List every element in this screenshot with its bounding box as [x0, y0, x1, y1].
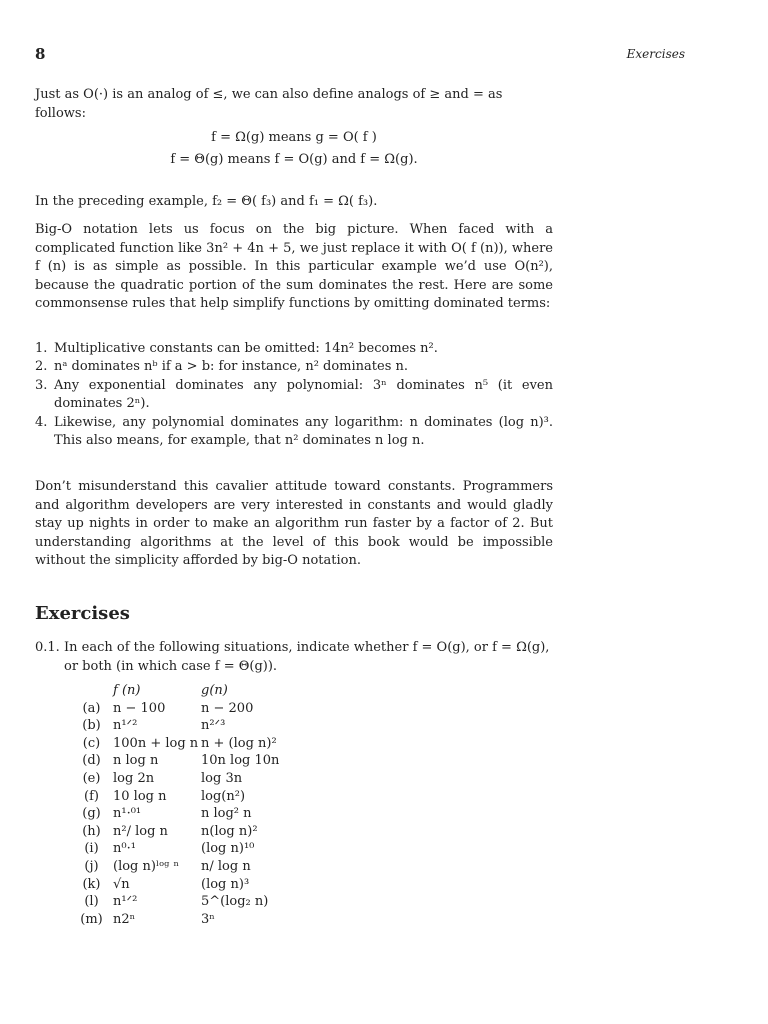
- running-head: Exercises: [626, 47, 685, 61]
- book-page: [35, 0, 685, 1024]
- definition-omega: f = Ω(g) means g = O( f ): [211, 130, 377, 145]
- row-label: (h): [82, 823, 101, 839]
- g-cell: log 3n: [201, 770, 243, 786]
- f-cell: n¹ᐟ²: [113, 894, 138, 910]
- table-row: [70, 700, 311, 718]
- table-row: [70, 893, 311, 911]
- function-comparison-table: [70, 682, 311, 928]
- rule-number: 3.: [35, 377, 48, 393]
- table-row: [70, 840, 311, 858]
- row-label: (c): [82, 735, 101, 751]
- rule-text: Multiplicative constants can be omitted: 14n² becomes n².: [54, 341, 438, 356]
- row-label: (a): [82, 700, 101, 716]
- exercises-heading: Exercises: [35, 603, 130, 624]
- f-cell: 10 log n: [113, 788, 167, 804]
- exercise-text: In each of the following situations, indicate whether f = O(g), or f = Ω(g), or both (in which case f = Θ(g)).: [64, 640, 550, 674]
- f-cell: n²/ log n: [113, 823, 168, 839]
- row-label: (i): [84, 841, 99, 857]
- table-row: [70, 858, 311, 876]
- table-row: [70, 911, 311, 929]
- f-cell: log 2n: [113, 770, 155, 786]
- row-label: (b): [82, 718, 101, 734]
- g-cell: n/ log n: [201, 858, 251, 874]
- f-cell: n¹·⁰¹: [113, 806, 142, 822]
- f-column-header: f (n): [113, 683, 141, 698]
- row-label: (l): [84, 894, 99, 910]
- g-cell: n²ᐟ³: [201, 718, 226, 734]
- row-label: (e): [82, 770, 101, 786]
- table-row: [70, 770, 311, 788]
- g-cell: 5^(log₂ n): [201, 894, 269, 910]
- definition-theta: f = Θ(g) means f = O(g) and f = Ω(g).: [170, 152, 418, 167]
- row-label: (j): [84, 858, 99, 874]
- preceding-example: In the preceding example, f₂ = Θ( f₃) and f₁ = Ω( f₃).: [35, 194, 378, 209]
- f-cell: √n: [113, 876, 130, 892]
- constants-paragraph: Don’t misunderstand this cavalier attitude toward constants. Programmers and algorithm developers are very interested in constants and would gladly stay up nights in order to make an algorithm run faster by a factor of 2. But understanding algorithms at the level of this book would be impossible without the simplicity afforded by big-O notation.: [35, 479, 553, 569]
- rules-list: [35, 340, 553, 450]
- f-cell: (log n)ˡᵒᵍ ⁿ: [113, 858, 180, 874]
- page-number: 8: [35, 45, 46, 63]
- row-label: (g): [82, 806, 101, 822]
- table-row: [70, 752, 311, 770]
- big-o-paragraph: Big-O notation lets us focus on the big picture. When faced with a complicated function like 3n² + 4n + 5, we just replace it with O( f (n)), where f (n) is as simple as possible. In this particular example we’d use O(n²), because the quadratic portion of the sum dominates the rest. Here are some commonsense rules that help simplify functions by omitting dominated terms:: [35, 222, 553, 312]
- g-cell: (log n)³: [201, 876, 250, 892]
- g-cell: 3ⁿ: [201, 911, 215, 927]
- f-cell: n − 100: [113, 700, 166, 716]
- row-label: (d): [82, 753, 101, 769]
- label-column-header: [70, 682, 113, 700]
- row-label: (k): [82, 876, 101, 892]
- list-item: [35, 358, 553, 376]
- g-cell: (log n)¹⁰: [201, 841, 255, 857]
- f-cell: n log n: [113, 753, 159, 769]
- table-row: [70, 788, 311, 806]
- g-cell: log(n²): [201, 788, 246, 804]
- table-header-row: [70, 682, 311, 700]
- list-item: [35, 340, 553, 358]
- table-row: [70, 735, 311, 753]
- table-row: [70, 823, 311, 841]
- g-cell: 10n log 10n: [201, 753, 280, 769]
- g-cell: n log² n: [201, 806, 252, 822]
- rule-text: Likewise, any polynomial dominates any logarithm: n dominates (log n)³. This also means, for example, that n² dominates n log n.: [54, 414, 553, 449]
- g-column-header: g(n): [201, 683, 228, 698]
- f-cell: n⁰·¹: [113, 841, 136, 857]
- f-cell: 100n + log n: [113, 735, 199, 751]
- list-item: [35, 414, 553, 451]
- row-label: (m): [80, 911, 103, 927]
- row-label: (f): [84, 788, 99, 804]
- rule-text: Any exponential dominates any polynomial: 3ⁿ dominates n⁵ (it even dominates 2ⁿ).: [54, 377, 553, 412]
- g-cell: n + (log n)²: [201, 735, 277, 751]
- g-cell: n − 200: [201, 700, 254, 716]
- rule-number: 2.: [35, 359, 48, 375]
- table-row: [70, 805, 311, 823]
- f-cell: n¹ᐟ²: [113, 718, 138, 734]
- rule-number: 1.: [35, 341, 48, 356]
- rule-text: nᵃ dominates nᵇ if a > b: for instance, n² dominates n.: [54, 359, 409, 375]
- f-cell: n2ⁿ: [113, 911, 136, 927]
- exercise-number: 0.1.: [35, 640, 60, 655]
- intro-paragraph: Just as O(·) is an analog of ≤, we can also define analogs of ≥ and = as follows:: [35, 87, 503, 121]
- list-item: [35, 377, 553, 414]
- g-cell: n(log n)²: [201, 823, 258, 839]
- exercise-0-1: [35, 639, 553, 676]
- table-row: [70, 717, 311, 735]
- rule-number: 4.: [35, 414, 48, 430]
- table-row: [70, 876, 311, 894]
